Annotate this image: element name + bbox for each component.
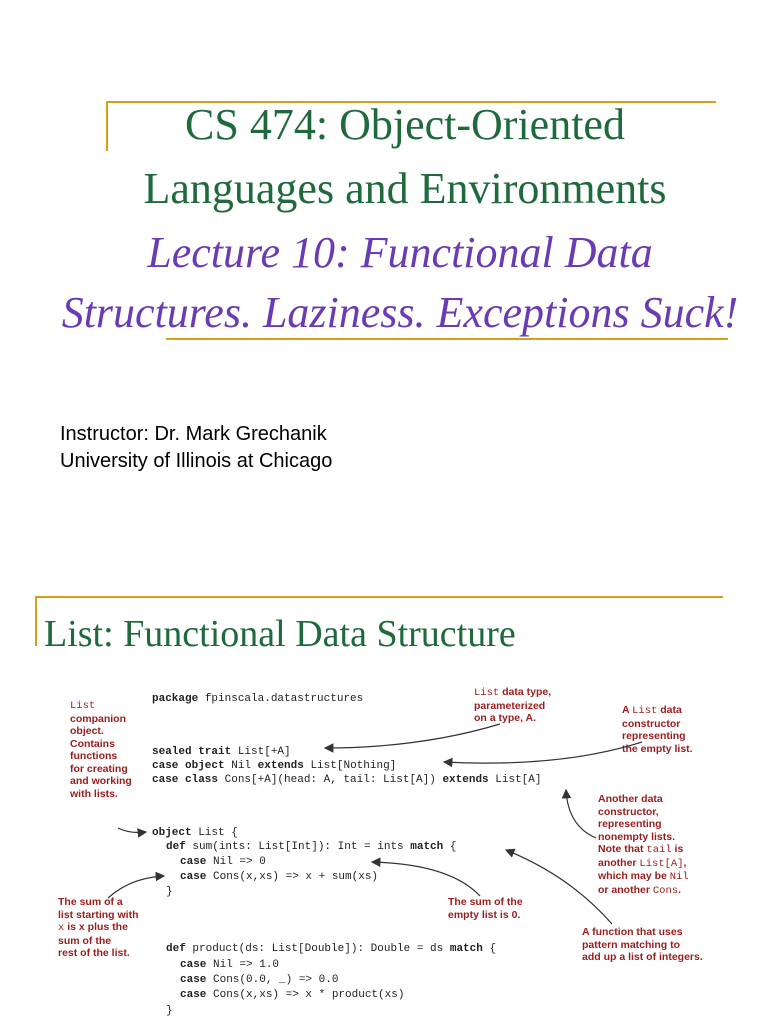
code-line-nil: case object Nil extends List[Nothing] [152, 760, 397, 772]
code-line-trait: sealed trait List[+A] [152, 746, 291, 758]
code-line-sum-def: def sum(ints: List[Int]): Int = ints match { [166, 841, 457, 853]
code-line-product-def: def product(ds: List[Double]): Double = ds match { [166, 943, 497, 955]
arrow-pattern [506, 850, 612, 924]
code-line-sum-nil: case Nil => 0 [180, 856, 266, 868]
code-line-cons: case class Cons[+A](head: A, tail: List[A]) extends List[A] [152, 774, 542, 786]
code-line-sum-cons: case Cons(x,xs) => x + sum(xs) [180, 871, 379, 883]
course-title-line2: Languages and Environments [143, 164, 667, 213]
slide2-title: List: Functional Data Structure [44, 613, 516, 655]
code-line-product-cons: case Cons(x,xs) => x * product(xs) [180, 989, 405, 1001]
code-line-object: object List { [152, 827, 238, 839]
annotation-nonempty-constructor: Another data constructor, representing nonempty lists. Note that tail is another List[A], which may be Nil or another Cons. [598, 793, 689, 897]
arrow-companion [118, 828, 146, 833]
arrow-nonempty-ctor [566, 790, 596, 838]
code-line-product-nil: case Nil => 1.0 [180, 959, 280, 971]
course-title-line1: CS 474: Object-Oriented [185, 100, 625, 149]
annotation-sum-of-list: The sum of a list starting with x is x plus the sum of the rest of the list. [58, 896, 139, 959]
university-name: University of Illinois at Chicago [60, 450, 333, 472]
arrow-sum-empty [372, 862, 480, 896]
annotation-companion-object: List companion object. Contains functions for creating and working with lists. [70, 700, 132, 800]
lecture-title-line2: Structures. Laziness. Exceptions Suck! [61, 288, 739, 337]
code-line-package: package fpinscala.datastructures [152, 693, 364, 705]
annotation-empty-constructor: A List data constructor representing the empty list. [622, 704, 693, 755]
code-line-product-close: } [166, 1005, 173, 1017]
arrow-empty-ctor [444, 742, 642, 763]
arrow-sum-list [108, 876, 164, 898]
annotation-list-datatype: List data type, parameterized on a type, A. [474, 686, 552, 724]
code-line-product-zero: case Cons(0.0, _) => 0.0 [180, 974, 339, 986]
annotation-pattern-matching: A function that uses pattern matching to add up a list of integers. [582, 926, 703, 963]
code-line-sum-close: } [166, 886, 173, 898]
instructor-name: Instructor: Dr. Mark Grechanik [60, 423, 327, 445]
lecture-title-line1: Lecture 10: Functional Data [147, 228, 653, 277]
annotation-sum-empty: The sum of the empty list is 0. [448, 896, 523, 921]
arrow-datatype [325, 724, 500, 748]
